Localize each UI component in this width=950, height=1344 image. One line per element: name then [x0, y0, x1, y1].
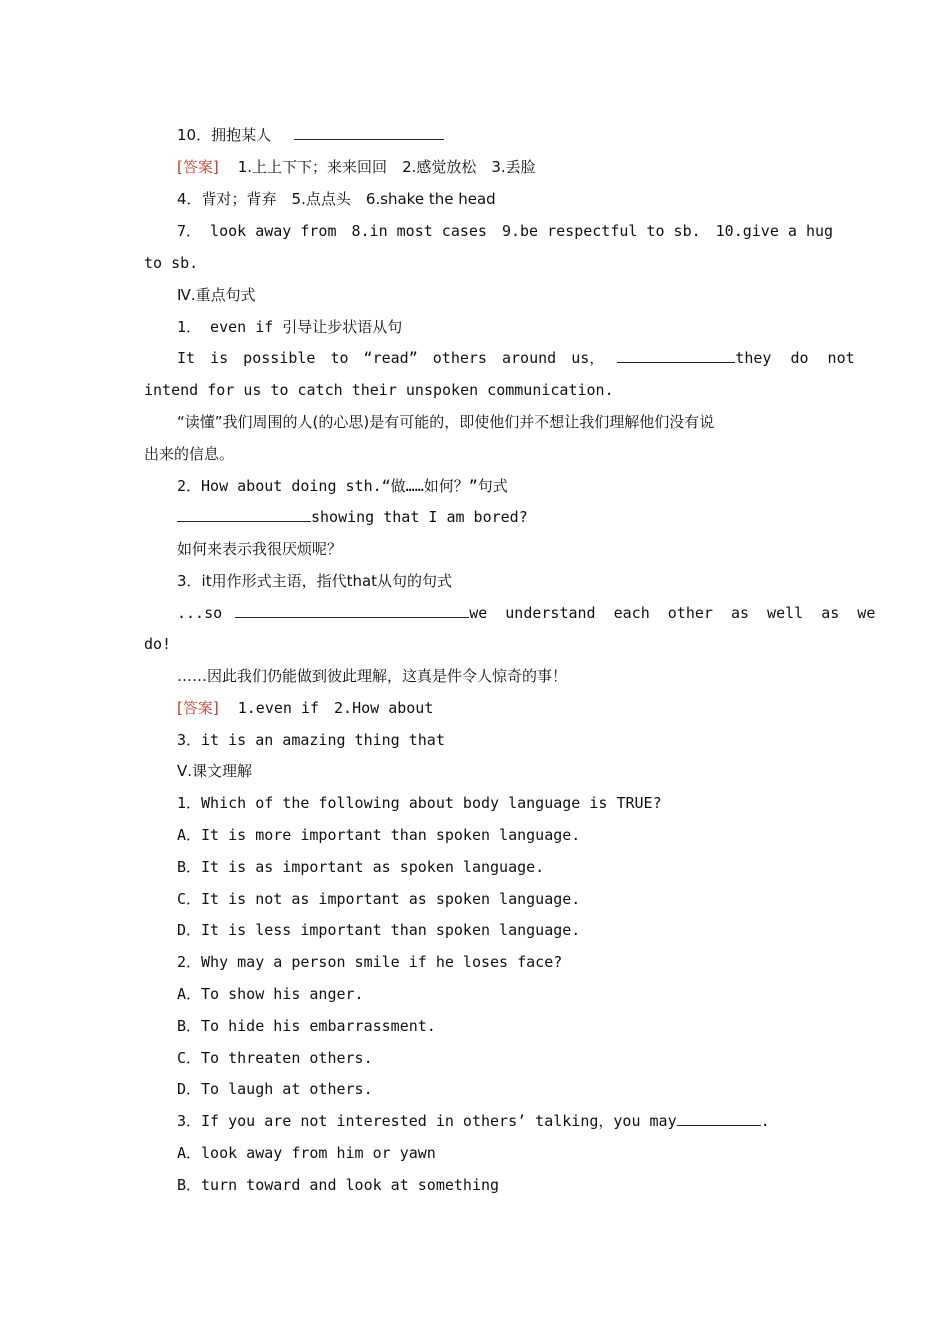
- answer-blank: [617, 348, 735, 363]
- translation-continued: 出来的信息。: [144, 445, 235, 463]
- answer-tag: [答案]: [177, 158, 219, 176]
- item-text: 10．拥抱某人: [177, 126, 272, 144]
- exercise-sentence-continued: intend for us to catch their unspoken communication.: [144, 381, 614, 399]
- sentence-text: showing that I am bored?: [311, 508, 528, 526]
- answer-line: 3．it is an amazing thing that: [177, 731, 445, 749]
- answer-tag: [答案]: [177, 699, 219, 717]
- section-heading: Ⅳ.重点句式: [177, 286, 256, 304]
- option-d: D．To laugh at others.: [177, 1080, 373, 1098]
- option-a: A．look away from him or yawn: [177, 1144, 436, 1162]
- sentence-text: ...so: [177, 604, 223, 622]
- pattern-heading: 2．How about doing sth.“做……如何？”句式: [177, 477, 508, 495]
- option-a: A．To show his anger.: [177, 985, 364, 1003]
- answer-text: 1.even if 2.How about: [237, 699, 434, 717]
- section-heading: Ⅴ.课文理解: [177, 762, 253, 780]
- sentence-text: It is possible to “read” others around us，: [177, 349, 605, 367]
- sentence-text: we understand each other as well as we: [469, 604, 876, 622]
- exercise-sentence: [177, 601, 876, 625]
- exercise-sentence: [177, 346, 855, 370]
- option-c: C．To threaten others.: [177, 1049, 373, 1067]
- answer-blank: [235, 603, 469, 618]
- answer-line-continued: to sb.: [144, 254, 199, 272]
- translation: 如何来表示我很厌烦呢？: [177, 540, 343, 558]
- option-a: A．It is more important than spoken language.: [177, 826, 581, 844]
- answer-blank: [294, 125, 444, 140]
- translation: “读懂”我们周围的人(的心思)是有可能的，即使他们并不想让我们理解他们没有说: [177, 413, 715, 431]
- option-b: B．turn toward and look at something: [177, 1176, 500, 1194]
- answer-line: [177, 155, 806, 179]
- question-3: [177, 1109, 806, 1133]
- option-b: B．To hide his embarrassment.: [177, 1017, 436, 1035]
- option-c: C．It is not as important as spoken language.: [177, 890, 581, 908]
- answer-blank: [677, 1111, 761, 1126]
- question-text: 3．If you are not interested in others’ talking，you may: [177, 1112, 677, 1130]
- answer-blank: [177, 507, 311, 522]
- sentence-text: they do not: [735, 349, 855, 367]
- option-b: B．It is as important as spoken language.: [177, 858, 545, 876]
- translation: ……因此我们仍能做到彼此理解，这真是件令人惊奇的事！: [177, 667, 568, 685]
- answer-text: 1.上上下下；来来回回 2.感觉放松 3.丢脸: [237, 158, 536, 176]
- vocab-item-10: [177, 123, 806, 147]
- pattern-heading: 3．it用作形式主语，指代that从句的句式: [177, 572, 453, 590]
- pattern-heading: 1． even if 引导让步状语从句: [177, 318, 403, 336]
- exercise-sentence-continued: do!: [144, 635, 172, 653]
- question-text: .: [760, 1112, 770, 1130]
- answer-line: [177, 696, 806, 720]
- question-1: 1．Which of the following about body language is TRUE?: [177, 794, 662, 812]
- question-2: 2．Why may a person smile if he loses face?: [177, 953, 563, 971]
- answer-line: 4．背对；背弃 5.点点头 6.shake the head: [177, 190, 496, 208]
- answer-line: 7． look away from 8.in most cases 9.be respectful to sb. 10.give a hug: [177, 222, 834, 240]
- option-d: D．It is less important than spoken language.: [177, 921, 581, 939]
- exercise-sentence: [177, 505, 806, 529]
